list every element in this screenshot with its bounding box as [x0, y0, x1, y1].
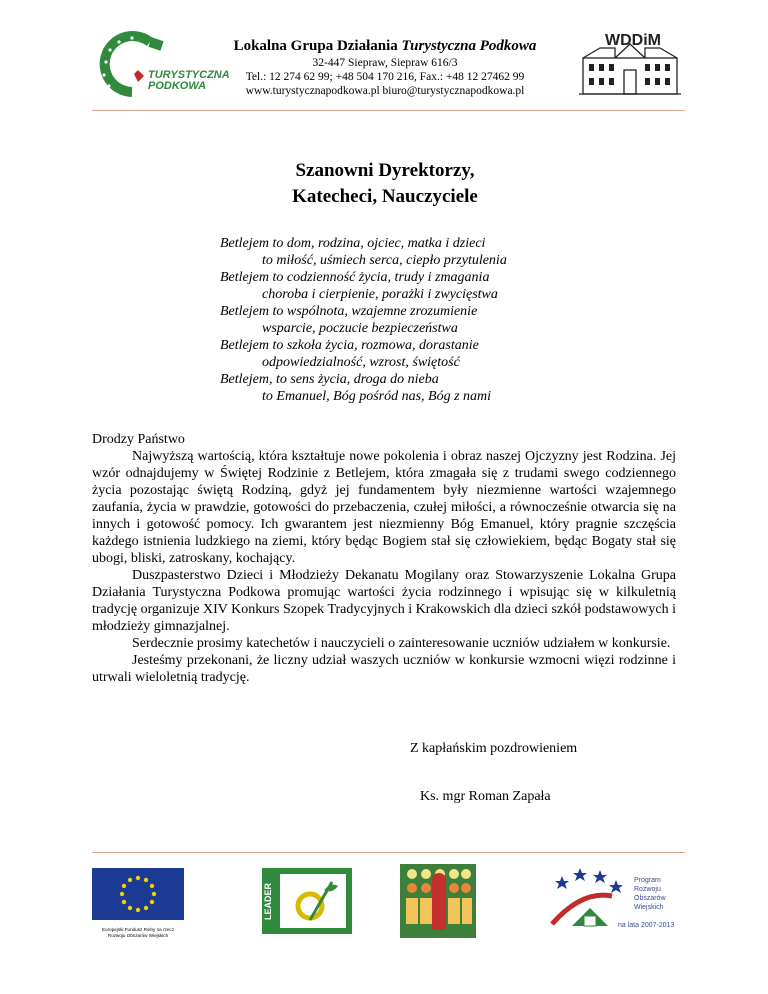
- poem-line: Betlejem to codzienność życia, trudy i zmagania: [220, 270, 490, 285]
- web-email: www.turystycznapodkowa.pl biuro@turystycznapodkowa.pl: [245, 85, 525, 97]
- eu-caption-1: Europejski Fundusz Rolny na rzecz: [101, 927, 174, 932]
- paragraph-1: Najwyższą wartością, która kształtuje nowe pokolenia i obraz naszej Ojczyzny jest Rodzina. Jej wzór odnajdujemy w Świętej Rodzinie z Betlejem, która zmagała się z trudami swego codziennego życia pozostając świętą Rodziną, gdyż jej fundamentem były niezmienne wartości wzajemnego zaufania, życia w prawdzie, gotowości do przebaczenia, czułej miłości, a równocześnie otwarcia się na innych i gotowość pomocy. Ich gwarantem jest niezmienny Bóg Emanuel, który pragnie szczęścia każdego istnienia ludzkiego na ziemi, który będąc Bogiem stał się człowiekiem, będąc Bogaty stał się ubogi, bliski, zatroskany, kochający.: [92, 449, 676, 566]
- title-line-1: Szanowni Dyrektorzy,: [295, 160, 475, 181]
- paragraph-4: Jesteśmy przekonani, że liczny udział waszych uczniów w konkursie wzmocni więzi rodzinne i utrwali wieloletnią tradycję.: [92, 653, 676, 685]
- closing: Z kapłańskim pozdrowieniem: [410, 741, 578, 756]
- eu-flag-icon: [92, 868, 184, 920]
- poem-line: Betlejem to dom, rodzina, ojciec, matka i dzieci: [220, 236, 486, 251]
- paragraph-3: Serdecznie prosimy katechetów i nauczycieli o zainteresowanie uczniów udziałem w konkursie.: [132, 636, 671, 651]
- greeting: Drodzy Państwo: [92, 432, 185, 447]
- letter-title: [150, 158, 620, 210]
- letter-body: [92, 431, 676, 686]
- prow-years: na lata 2007-2013: [618, 922, 675, 929]
- poem-line: wsparcie, poczucie bezpieczeństwa: [262, 321, 458, 336]
- prow-line-4: Wiejskich: [634, 904, 664, 911]
- logo-text-line2: PODKOWA: [148, 80, 207, 92]
- footer-divider: [92, 852, 685, 853]
- prow-logo: [542, 864, 682, 944]
- poem-line: Betlejem to szkoła życia, rozmowa, dorastanie: [220, 338, 479, 353]
- poem-line: odpowiedzialność, wzrost, świętość: [262, 355, 460, 370]
- address: 32-447 Siepraw, Siepraw 616/3: [312, 57, 458, 69]
- prow-line-3: Obszarów: [634, 895, 666, 902]
- poem-line: to Emanuel, Bóg pośród nas, Bóg z nami: [262, 389, 492, 404]
- prow-line-2: Rozwoju: [634, 886, 661, 893]
- phones: Tel.: 12 274 62 99; +48 504 170 216, Fax.: +48 12 27462 99: [245, 71, 525, 83]
- eu-caption-2: Rozwoju Obszarów Wiejskich: [107, 933, 169, 938]
- signature: Ks. mgr Roman Zapała: [420, 789, 551, 804]
- prow-line-1: Program: [634, 877, 661, 884]
- wddim-logo: [575, 30, 685, 100]
- header-divider: [92, 110, 685, 111]
- eu-flag-logo: [92, 868, 184, 936]
- leader-logo: [262, 868, 352, 934]
- organization-title: Lokalna Grupa Działania Turystyczna Podkowa: [233, 38, 537, 54]
- leader-text: LEADER: [263, 882, 273, 920]
- title-line-2: Katecheci, Nauczyciele: [292, 186, 478, 207]
- lgd-people-logo: [400, 864, 476, 938]
- paragraph-2: Duszpasterstwo Dzieci i Młodzieży Dekanatu Mogilany oraz Stowarzyszenie Lokalna Grupa Działania Turystyczna Podkowa promując wartości życia rodzinnego i wpisując się w kilkuletnią tradycję organizuje XIV Konkurs Szopek Tradycyjnych i Krakowskich dla dzieci szkół podstawowych i młodzieży gimnazjalnej.: [92, 568, 676, 634]
- poem-line: choroba i cierpienie, porażki i zwycięstwa: [262, 287, 498, 302]
- poem-line: Betlejem to wspólnota, wzajemne zrozumienie: [220, 304, 478, 319]
- poem-line: Betlejem, to sens życia, droga do nieba: [220, 372, 439, 387]
- logo-text-line1: TURYSTYCZNA: [148, 69, 230, 81]
- poem: [220, 235, 640, 405]
- poem-line: to miłość, uśmiech serca, ciepło przytulenia: [262, 253, 507, 268]
- wddim-logo-text: WDDiM: [605, 32, 661, 49]
